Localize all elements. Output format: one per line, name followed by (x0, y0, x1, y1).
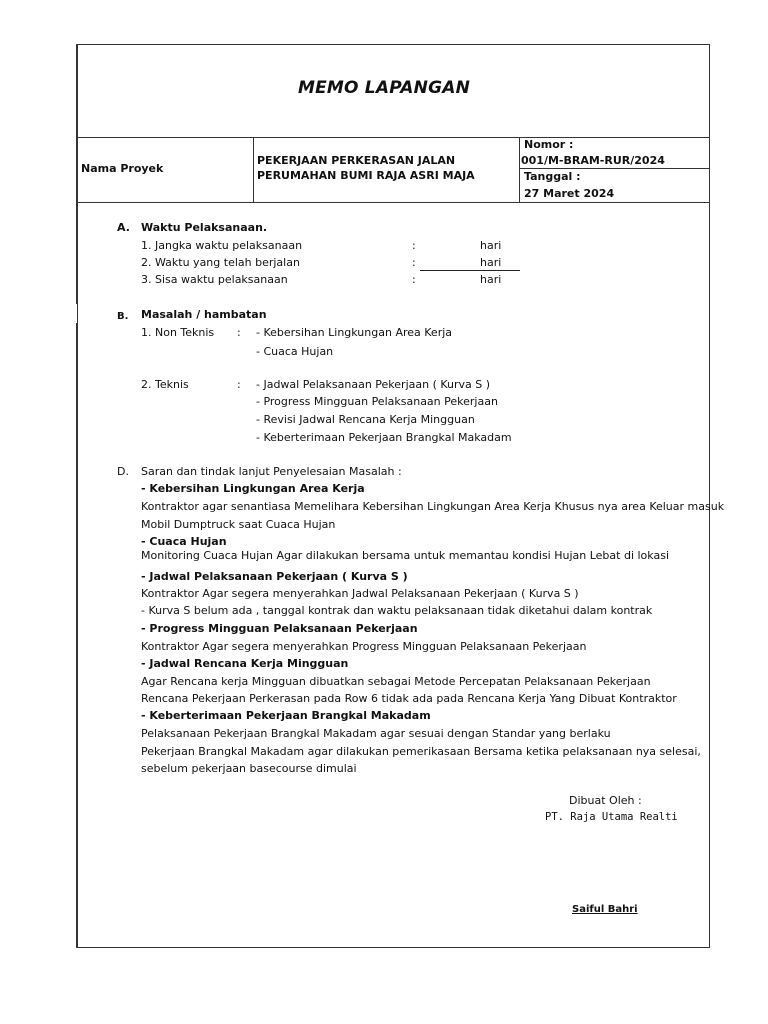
saran-line-10: Kontraktor Agar segera menyerahkan Progress Mingguan Pelaksanaan Pekerjaan (141, 640, 587, 653)
waktu-row-2-colon: : (412, 256, 416, 269)
waktu-row-1-colon: : (412, 239, 416, 252)
saran-line-4: - Cuaca Hujan (141, 535, 227, 548)
section-b-heading: Masalah / hambatan (141, 308, 267, 321)
signatory-name: Saiful Bahri (572, 904, 638, 915)
saran-line-7: Kontraktor Agar segera menyerahkan Jadwal Pelaksanaan Pekerjaan ( Kurva S ) (141, 587, 579, 600)
saran-line-14: - Keberterimaan Pekerjaan Brangkal Makadam (141, 709, 431, 722)
waktu-row-3-unit: hari (480, 273, 502, 286)
waktu-row-2-label: 2. Waktu yang telah berjalan (141, 256, 300, 269)
saran-line-5: Monitoring Cuaca Hujan Agar dilakukan bersama untuk memantau kondisi Hujan Lebat di lokasi (141, 549, 669, 562)
teknis-item-3: - Revisi Jadwal Rencana Kerja Mingguan (256, 413, 475, 426)
saran-line-11: - Jadwal Rencana Kerja Mingguan (141, 657, 349, 670)
saran-line-8: - Kurva S belum ada , tanggal kontrak dan waktu pelaksanaan tidak diketahui dalam kontrak (141, 604, 653, 617)
nomor-value: 001/M-BRAM-RUR/2024 (521, 154, 665, 167)
dibuat-oleh-label: Dibuat Oleh : (569, 794, 642, 807)
non-teknis-label: 1. Non Teknis (141, 326, 215, 339)
waktu-row-3-label: 3. Sisa waktu pelaksanaan (141, 273, 288, 286)
waktu-row-2-unit: hari (480, 256, 502, 269)
teknis-item-1: - Jadwal Pelaksanaan Pekerjaan ( Kurva S ) (256, 378, 491, 391)
section-d-heading: Saran dan tindak lanjut Penyelesaian Masalah : (141, 465, 402, 478)
section-d-letter: D. (117, 465, 129, 478)
teknis-item-2: - Progress Mingguan Pelaksanaan Pekerjaan (256, 395, 498, 408)
nama-proyek-label: Nama Proyek (81, 162, 164, 175)
section-a-heading: Waktu Pelaksanaan. (141, 221, 268, 234)
non-teknis-item-1: - Kebersihan Lingkungan Area Kerja (256, 326, 453, 339)
saran-line-6: - Jadwal Pelaksanaan Pekerjaan ( Kurva S ) (141, 570, 408, 583)
saran-line-2: Kontraktor agar senantiasa Memelihara Kebersihan Lingkungan Area Kerja Khusus nya area Keluar masuk (141, 500, 725, 513)
tanggal-value: 27 Maret 2024 (524, 187, 615, 200)
non-teknis-item-2: - Cuaca Hujan (256, 345, 334, 358)
non-teknis-colon: : (237, 326, 241, 339)
section-b-letter: B. (117, 311, 129, 322)
project-name-line2: PERUMAHAN BUMI RAJA ASRI MAJA (257, 169, 475, 182)
saran-line-13: Rencana Pekerjaan Perkerasan pada Row 6 tidak ada pada Rencana Kerja Yang Dibuat Kontraktor (141, 692, 677, 705)
section-a-letter: A. (117, 221, 130, 234)
waktu-row-1-label: 1. Jangka waktu pelaksanaan (141, 239, 303, 252)
header-top-line (77, 137, 710, 138)
header-divider-2 (519, 137, 520, 202)
saran-line-16: Pekerjaan Brangkal Makadam agar dilakukan pemerikasaan Bersama ketika pelaksanaan nya selesai, (141, 745, 701, 758)
sum-underline (420, 270, 520, 271)
header-divider-1 (253, 137, 254, 202)
company-name: PT. Raja Utama Realti (545, 811, 678, 823)
saran-line-17: sebelum pekerjaan basecourse dimulai (141, 762, 357, 775)
saran-line-9: - Progress Mingguan Pelaksanaan Pekerjaan (141, 622, 418, 635)
saran-line-3: Mobil Dumptruck saat Cuaca Hujan (141, 518, 336, 531)
teknis-label: 2. Teknis (141, 378, 189, 391)
memo-title: MEMO LAPANGAN (297, 78, 471, 98)
teknis-item-4: - Keberterimaan Pekerjaan Brangkal Makadam (256, 431, 512, 444)
waktu-row-1-unit: hari (480, 239, 502, 252)
project-name-line1: PEKERJAAN PERKERASAN JALAN (257, 154, 456, 167)
nomor-label: Nomor : (524, 138, 574, 151)
saran-line-15: Pelaksanaan Pekerjaan Brangkal Makadam agar sesuai dengan Standar yang berlaku (141, 727, 611, 740)
tanggal-label: Tanggal : (524, 170, 581, 183)
teknis-colon: : (237, 378, 241, 391)
waktu-row-3-colon: : (412, 273, 416, 286)
left-border-segment-lower (76, 323, 77, 948)
saran-line-1: - Kebersihan Lingkungan Area Kerja (141, 482, 365, 495)
header-bottom-line (77, 202, 710, 203)
saran-line-12: Agar Rencana kerja Mingguan dibuatkan sebagai Metode Percepatan Pelaksanaan Pekerjaan (141, 675, 651, 688)
header-nomor-divider (519, 168, 710, 169)
